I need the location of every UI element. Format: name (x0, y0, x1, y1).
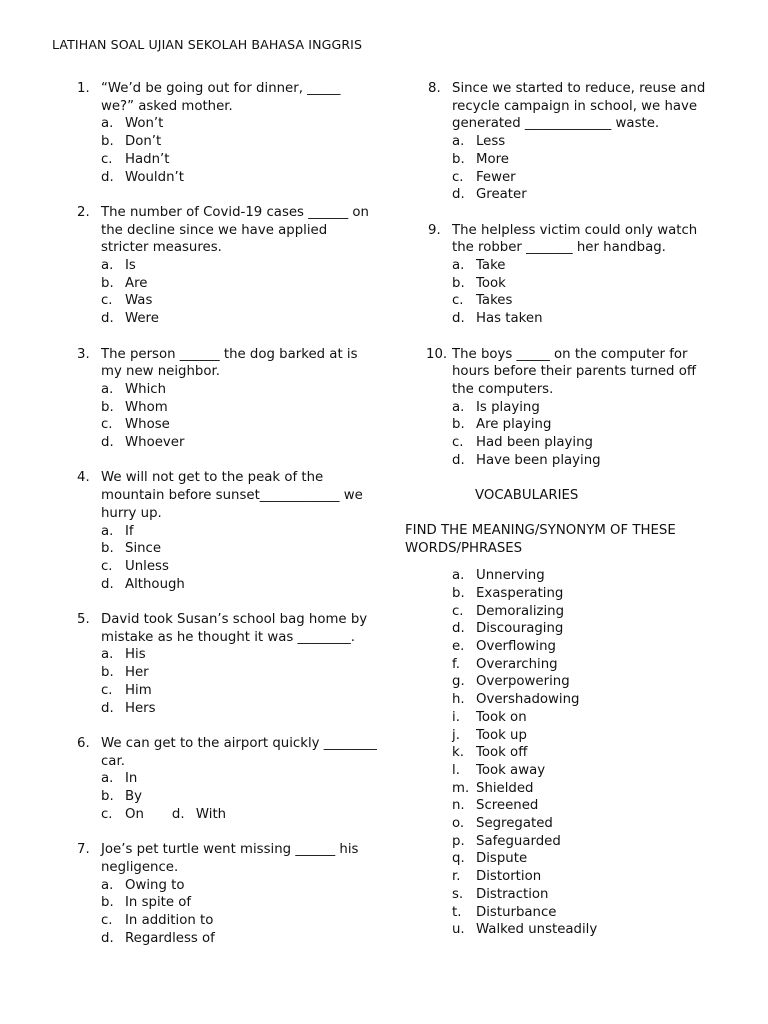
option-text: Has taken (476, 311, 543, 327)
option-text: Wouldn’t (125, 169, 184, 185)
answer-option (101, 416, 377, 434)
vocabulary-letter: o. (452, 816, 465, 832)
option-text: His (125, 647, 146, 663)
option-letter: c. (101, 682, 113, 698)
option-text: Owing to (125, 877, 185, 893)
option-text: Regardless of (125, 930, 215, 946)
vocabulary-word: Overarching (476, 656, 558, 672)
vocabulary-item (452, 850, 718, 868)
option-text: Are (125, 275, 148, 291)
question-3 (77, 346, 377, 452)
option-text: Are playing (476, 417, 552, 433)
vocabulary-letter: q. (452, 851, 465, 867)
vocabulary-item (452, 780, 718, 798)
option-letter: a. (452, 258, 465, 274)
answer-option (452, 434, 718, 452)
option-letter: a. (101, 771, 114, 787)
question-number: 8. (428, 81, 441, 96)
answer-option (452, 151, 718, 169)
answer-options (101, 770, 377, 823)
vocabulary-letter: e. (452, 639, 465, 655)
option-text: On (125, 806, 144, 822)
vocabulary-word: Overshadowing (476, 692, 580, 708)
question-number: 6. (77, 735, 90, 751)
option-text: Is playing (476, 399, 540, 415)
option-letter: b. (452, 417, 465, 433)
answer-option (101, 576, 377, 594)
option-text: Hers (125, 700, 156, 716)
option-letter: a. (101, 258, 114, 274)
question-text: The helpless victim could only watch the robber _______ her handbag. (452, 222, 698, 256)
answer-option (101, 257, 377, 275)
question-text: The number of Covid-19 cases ______ on the decline since we have applied stricter measures. (101, 204, 369, 256)
option-text: Whose (125, 417, 170, 433)
question-number: 9. (428, 222, 441, 238)
answer-option (101, 540, 377, 558)
answer-option (172, 806, 226, 824)
option-text: Hadn’t (125, 151, 170, 167)
question-10 (428, 346, 718, 470)
question-6 (77, 735, 377, 824)
vocabulary-item (452, 833, 718, 851)
question-text: “We’d be going out for dinner, _____ we?” asked mother. (101, 81, 341, 114)
option-letter: c. (101, 912, 113, 928)
vocabulary-item (452, 709, 718, 727)
answer-options (452, 133, 718, 204)
answer-option (101, 523, 377, 541)
option-letter: d. (101, 311, 114, 327)
option-letter: a. (452, 399, 465, 415)
vocabulary-word: Safeguarded (476, 833, 561, 849)
option-letter: b. (101, 275, 114, 291)
option-text: Whom (125, 399, 168, 415)
question-7 (77, 841, 377, 947)
answer-option (101, 381, 377, 399)
answer-option (101, 877, 377, 895)
answer-option (101, 664, 377, 682)
vocabulary-item (452, 603, 718, 621)
option-letter: c. (452, 435, 464, 451)
option-text: With (195, 806, 227, 822)
option-letter: b. (101, 541, 114, 557)
page-title: LATIHAN SOAL UJIAN SEKOLAH BAHASA INGGRIS (52, 37, 363, 52)
vocabulary-letter: a. (452, 568, 465, 584)
vocabulary-letter: i. (452, 709, 460, 725)
inline-options (101, 806, 377, 824)
option-letter: c. (101, 417, 113, 433)
answer-option (101, 788, 377, 806)
option-letter: d. (452, 452, 465, 468)
vocabulary-item (452, 691, 718, 709)
vocabulary-word: Distortion (476, 869, 542, 885)
option-text: In addition to (125, 912, 214, 928)
option-text: By (125, 789, 142, 805)
vocabulary-word: Overpowering (476, 674, 570, 690)
answer-option (101, 275, 377, 293)
option-letter: a. (452, 134, 465, 150)
vocabulary-word: Took off (476, 745, 528, 761)
question-text: David took Susan’s school bag home by mistake as he thought it was ________. (101, 612, 368, 645)
answer-option (452, 275, 718, 293)
answer-option (101, 399, 377, 417)
vocabulary-item (452, 921, 718, 939)
answer-options (101, 115, 377, 186)
option-text: Fewer (476, 169, 516, 185)
question-text: Joe’s pet turtle went missing ______ his negligence. (101, 842, 359, 875)
vocabulary-item (452, 904, 718, 922)
question-text: Since we started to reduce, reuse and recycle campaign in school, we have generated _____________ waste. (452, 81, 706, 132)
answer-option (101, 700, 377, 718)
option-letter: d. (101, 930, 114, 946)
vocabulary-item (452, 744, 718, 762)
vocabulary-item (452, 815, 718, 833)
option-letter: b. (101, 665, 114, 681)
answer-option (452, 292, 718, 310)
answer-options (101, 646, 377, 717)
option-text: If (125, 523, 134, 539)
vocabulary-item (452, 567, 718, 585)
option-text: In (125, 771, 138, 787)
option-text: Unless (125, 558, 169, 574)
option-text: Take (476, 258, 506, 274)
option-text: Her (125, 665, 149, 681)
vocabulary-item (452, 762, 718, 780)
option-text: Won’t (125, 116, 164, 132)
vocabulary-word: Segregated (476, 816, 553, 832)
answer-options (452, 399, 718, 470)
option-text: Had been playing (476, 435, 593, 451)
option-text: Took (476, 275, 506, 291)
vocabulary-letter: j. (452, 727, 460, 743)
vocabulary-letter: h. (452, 692, 465, 708)
vocabulary-word: Took on (476, 709, 527, 725)
option-letter: d. (101, 169, 114, 185)
answer-option (101, 292, 377, 310)
option-text: Since (125, 541, 162, 557)
question-2 (77, 204, 377, 328)
option-letter: a. (101, 116, 114, 132)
question-number: 5. (77, 612, 90, 628)
vocabulary-letter: u. (452, 922, 465, 938)
vocabulary-word: Distraction (476, 886, 549, 902)
right-column (405, 80, 718, 939)
option-text: Have been playing (476, 452, 601, 468)
vocabulary-letter: f. (452, 656, 460, 672)
question-text: The person ______ the dog barked at is my new neighbor. (101, 346, 358, 380)
vocabulary-word: Disturbance (476, 904, 557, 920)
vocabulary-word: Unnerving (476, 568, 545, 584)
question-9 (428, 222, 718, 328)
question-4 (77, 469, 377, 593)
vocabulary-letter: d. (452, 621, 465, 637)
question-number: 1. (77, 81, 90, 96)
right-questions (428, 80, 718, 469)
option-letter: d. (101, 700, 114, 716)
vocabulary-word: Exasperating (476, 585, 564, 601)
option-letter: b. (101, 895, 114, 911)
question-5 (77, 611, 377, 717)
vocabulary-word: Shielded (476, 780, 534, 796)
vocabulary-list (452, 567, 718, 939)
option-text: Greater (476, 187, 527, 203)
answer-option (101, 310, 377, 328)
answer-option (452, 169, 718, 187)
vocabulary-letter: m. (452, 780, 470, 796)
vocabulary-item (452, 620, 718, 638)
answer-option (101, 894, 377, 912)
option-text: Is (125, 258, 136, 274)
answer-option (101, 806, 144, 824)
vocabulary-letter: k. (452, 745, 464, 761)
option-letter: a. (101, 381, 114, 397)
vocabulary-item (452, 868, 718, 886)
option-text: Although (125, 576, 185, 592)
question-number: 10. (426, 346, 448, 362)
vocabulary-word: Screened (476, 798, 539, 814)
answer-option (101, 169, 377, 187)
option-text: More (476, 151, 509, 167)
vocabulary-word: Took away (476, 762, 546, 778)
answer-options (101, 257, 377, 328)
left-column (77, 80, 377, 965)
vocabulary-letter: b. (452, 585, 465, 601)
answer-option (452, 257, 718, 275)
option-letter: d. (452, 187, 465, 203)
vocabulary-word: Took up (476, 727, 527, 743)
option-text: Were (125, 311, 159, 327)
option-letter: b. (101, 399, 114, 415)
option-text: Don’t (125, 134, 162, 150)
option-letter: a. (101, 523, 114, 539)
answer-option (452, 416, 718, 434)
vocabulary-letter: t. (452, 904, 462, 920)
question-8 (428, 80, 718, 204)
option-letter: d. (101, 435, 114, 451)
answer-option (452, 310, 718, 328)
answer-option (101, 133, 377, 151)
answer-option (452, 399, 718, 417)
answer-option (101, 770, 377, 788)
option-letter: a. (101, 647, 114, 663)
vocabulary-letter: s. (452, 886, 464, 902)
vocabulary-word: Dispute (476, 851, 528, 867)
option-letter: c. (101, 293, 113, 309)
answer-option (101, 558, 377, 576)
option-letter: d. (101, 576, 114, 592)
answer-options (101, 877, 377, 948)
vocabulary-letter: p. (452, 833, 465, 849)
vocabulary-instruction: FIND THE MEANING/SYNONYM OF THESE WORDS/PHRASES (405, 522, 676, 556)
question-text: We can get to the airport quickly ________ car. (101, 735, 377, 769)
vocabulary-letter: g. (452, 674, 465, 690)
option-text: Less (476, 134, 506, 150)
option-letter: b. (452, 151, 465, 167)
vocabulary-item (452, 656, 718, 674)
question-1 (77, 80, 377, 186)
answer-option (452, 452, 718, 470)
vocabulary-letter: r. (452, 869, 461, 885)
option-letter: d. (452, 311, 465, 327)
option-text: Was (125, 293, 153, 309)
option-letter: d. (171, 806, 185, 822)
answer-option (101, 434, 377, 452)
vocabulary-item (452, 673, 718, 691)
vocabulary-item (452, 797, 718, 815)
vocabulary-item (452, 727, 718, 745)
vocabulary-letter: n. (452, 798, 465, 814)
answer-options (101, 381, 377, 452)
vocabulary-item (452, 585, 718, 603)
question-text: The boys _____ on the computer for hours before their parents turned off the computers. (452, 346, 697, 397)
answer-option (101, 115, 377, 133)
vocabulary-word: Discouraging (476, 621, 564, 637)
option-letter: a. (101, 877, 114, 893)
answer-options (101, 523, 377, 594)
vocabulary-word: Walked unsteadily (476, 922, 598, 938)
answer-option (101, 930, 377, 948)
option-letter: c. (101, 806, 113, 822)
option-text: Takes (476, 293, 513, 309)
vocabulary-word: Demoralizing (476, 603, 565, 619)
vocabulary-item (452, 638, 718, 656)
vocabulary-letter: l. (452, 762, 460, 778)
question-number: 4. (77, 470, 90, 486)
option-letter: b. (452, 275, 465, 291)
answer-options (452, 257, 718, 328)
option-letter: c. (452, 293, 464, 309)
question-number: 2. (77, 204, 90, 220)
option-text: Whoever (125, 435, 185, 451)
answer-option (101, 682, 377, 700)
option-letter: c. (101, 558, 113, 574)
option-letter: c. (452, 169, 464, 185)
option-letter: c. (101, 151, 113, 167)
vocabulary-item (452, 886, 718, 904)
vocabulary-word: Overflowing (476, 639, 556, 655)
vocabularies-heading: VOCABULARIES (475, 488, 579, 504)
answer-option (101, 646, 377, 664)
question-number: 7. (77, 842, 90, 858)
vocabulary-letter: c. (452, 603, 464, 619)
option-letter: b. (101, 789, 114, 805)
answer-option (452, 133, 718, 151)
answer-option (101, 151, 377, 169)
question-text: We will not get to the peak of the mountain before sunset____________ we hurry up. (101, 470, 363, 521)
answer-option (452, 186, 718, 204)
option-text: Him (125, 682, 152, 698)
question-number: 3. (77, 346, 90, 362)
option-letter: b. (101, 134, 114, 150)
option-text: In spite of (125, 895, 192, 911)
answer-option (101, 912, 377, 930)
option-text: Which (125, 381, 167, 397)
